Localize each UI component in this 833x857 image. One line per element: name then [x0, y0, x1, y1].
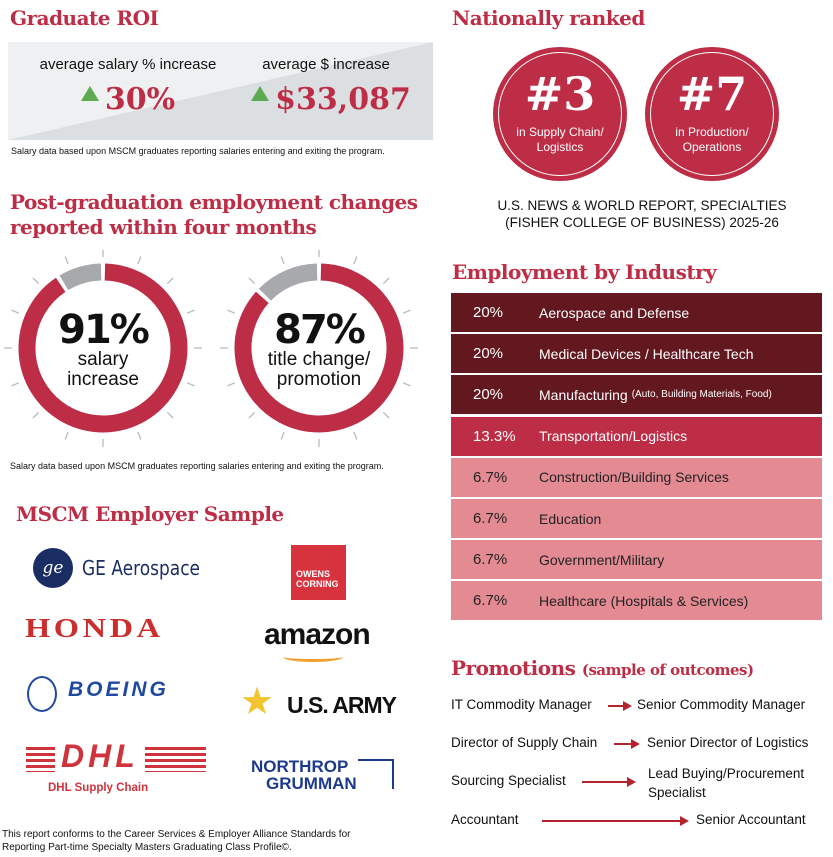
- industry-name: Education: [539, 510, 602, 527]
- title-line: Post-graduation employment changes: [10, 190, 418, 214]
- industry-pct: 6.7%: [473, 592, 508, 610]
- industry-row: [451, 417, 822, 456]
- roi-note: Salary data based upon MSCM graduates reporting salaries entering and exiting the program.: [11, 146, 385, 156]
- donut-tick: [167, 412, 173, 418]
- rank-caption: Operations: [682, 140, 742, 154]
- industry-pct: 6.7%: [473, 551, 508, 569]
- industry-pct: 20%: [473, 345, 504, 363]
- owens-corning-logo: OWENS CORNING: [291, 545, 346, 600]
- promo-to: [648, 764, 804, 802]
- industry-pct: 6.7%: [473, 468, 508, 486]
- ge-logo-icon: ge: [33, 548, 73, 588]
- donut-remaining-arc: [64, 272, 101, 283]
- promo-to: Senior Director of Logistics: [647, 735, 809, 750]
- salary-pct-value: 30%: [104, 82, 176, 117]
- rank-badge-supply-chain: [493, 47, 627, 181]
- rank-caption: in Production/: [675, 125, 749, 139]
- footer-line: This report conforms to the Career Services & Employer Alliance Standards for: [2, 829, 351, 840]
- rank-number: #7: [676, 67, 748, 121]
- donut-caption: salary: [77, 349, 129, 370]
- northrop-grumman-logo: [251, 758, 357, 792]
- promo-to: Senior Commodity Manager: [637, 697, 806, 712]
- donut-tick: [383, 412, 389, 418]
- donut-tick: [187, 383, 194, 386]
- industry-pct: 20%: [473, 304, 504, 321]
- donut-tick: [33, 278, 39, 284]
- donut-tick: [228, 383, 235, 386]
- roi-panel: [8, 42, 433, 140]
- employers-title: MSCM Employer Sample: [16, 502, 284, 526]
- rankings-source: [452, 197, 832, 231]
- promotions-subheading: (sample of outcomes): [581, 661, 754, 679]
- dhl-logo: DHL: [55, 739, 145, 773]
- industry-pct: 6.7%: [473, 510, 508, 527]
- promotions-title: [451, 656, 754, 680]
- donut-label-salary: [23, 307, 183, 390]
- industry-row: [451, 540, 822, 579]
- industry-name: Manufacturing: [539, 386, 628, 403]
- arrow-right-icon: [582, 781, 634, 783]
- industry-row: [451, 334, 822, 373]
- donut-tick: [33, 412, 39, 418]
- footer-note: [2, 828, 350, 854]
- industry-name: Government/Military: [539, 551, 665, 568]
- promo-to-line: Lead Buying/Procurement: [648, 766, 805, 781]
- donut-tick: [138, 257, 141, 264]
- donut-tick: [12, 383, 19, 386]
- donut-tick: [138, 432, 141, 439]
- donut-caption: increase: [67, 369, 139, 390]
- donut-tick: [403, 310, 410, 313]
- army-star-icon: ★: [240, 681, 275, 723]
- industry-name: Construction/Building Services: [539, 469, 729, 486]
- donut-tick: [65, 432, 68, 439]
- donut-tick: [281, 257, 284, 264]
- donut-tick: [65, 257, 68, 264]
- source-line: (FISHER COLLEGE OF BUSINESS) 2025-26: [505, 215, 779, 230]
- northrop-bracket-icon: [358, 759, 394, 789]
- title-line: reported within four months: [10, 215, 317, 239]
- rank-caption: in Supply Chain/: [516, 125, 604, 139]
- us-army-logo: U.S. ARMY: [287, 692, 396, 718]
- industry-pct: 20%: [473, 386, 504, 404]
- logo-text: NORTHROP: [251, 757, 349, 776]
- dollar-label: average $ increase: [262, 56, 390, 73]
- rank-badge-production: [645, 47, 779, 181]
- ge-logo: GE Aerospace: [82, 556, 201, 580]
- arrow-right-icon: [608, 705, 630, 707]
- donut-tick: [383, 278, 389, 284]
- industry-name: Healthcare (Hospitals & Services): [539, 592, 749, 609]
- arrow-right-icon: [542, 820, 687, 822]
- employment-note: Salary data based upon MSCM graduates reporting salaries entering and exiting the program.: [10, 461, 384, 471]
- roi-title: Graduate ROI: [10, 6, 159, 30]
- industry-row: [451, 293, 822, 332]
- logo-text: GRUMMAN: [266, 774, 357, 793]
- promotions-heading: Promotions: [451, 656, 576, 680]
- industry-title: Employment by Industry: [452, 260, 717, 284]
- industry-row: [451, 581, 822, 620]
- up-arrow-icon: [251, 86, 269, 101]
- rankings-title: Nationally ranked: [452, 6, 645, 30]
- donut-tick: [167, 278, 173, 284]
- source-line: U.S. NEWS & WORLD REPORT, SPECIALTIES: [497, 198, 787, 213]
- industry-row: [451, 375, 822, 414]
- dhl-supply-chain-logo: DHL Supply Chain: [48, 782, 149, 794]
- donut-caption: title change/: [267, 349, 371, 370]
- donut-remaining-arc: [265, 272, 317, 295]
- boeing-globe-icon: [27, 676, 57, 712]
- honda-logo: HONDA: [25, 613, 164, 643]
- industry-row: [451, 458, 822, 497]
- promo-to: Senior Accountant: [696, 812, 806, 827]
- donut-tick: [249, 412, 255, 418]
- donut-tick: [187, 310, 194, 313]
- donut-tick: [281, 432, 284, 439]
- donut-tick: [354, 257, 357, 264]
- donut-caption: promotion: [276, 369, 362, 390]
- promo-from: IT Commodity Manager: [451, 697, 592, 712]
- industry-name: Medical Devices / Healthcare Tech: [539, 345, 754, 362]
- donut-value: 91%: [58, 307, 148, 353]
- industry-name: Aerospace and Defense: [539, 304, 690, 321]
- promo-from: Director of Supply Chain: [451, 735, 598, 750]
- donut-tick: [354, 432, 357, 439]
- industry-pct: 13.3%: [473, 427, 516, 445]
- promo-from: Sourcing Specialist: [451, 773, 566, 788]
- promo-to-line: Specialist: [648, 785, 706, 800]
- donut-value: 87%: [274, 307, 364, 353]
- boeing-logo: BOEING: [68, 678, 169, 701]
- industry-row: [451, 499, 822, 538]
- donut-label-title: [239, 307, 399, 390]
- rank-number: #3: [524, 67, 596, 121]
- promo-from: Accountant: [451, 812, 519, 827]
- arrow-right-icon: [614, 743, 638, 745]
- industry-name: Transportation/Logistics: [539, 428, 688, 445]
- donut-tick: [249, 278, 255, 284]
- donut-tick: [228, 310, 235, 313]
- rank-caption: Logistics: [536, 140, 584, 154]
- up-arrow-icon: [81, 86, 99, 101]
- salary-pct-label: average salary % increase: [39, 56, 217, 73]
- footer-line: Reporting Part-time Specialty Masters Graduating Class Profile©.: [2, 842, 292, 853]
- employment-changes-title: [10, 190, 418, 240]
- amazon-smile-icon: [283, 652, 343, 662]
- dollar-value: $33,087: [275, 82, 411, 117]
- amazon-logo: amazon: [264, 618, 370, 651]
- donut-tick: [403, 383, 410, 386]
- industry-detail: (Auto, Building Materials, Food): [631, 389, 772, 401]
- donut-tick: [12, 310, 19, 313]
